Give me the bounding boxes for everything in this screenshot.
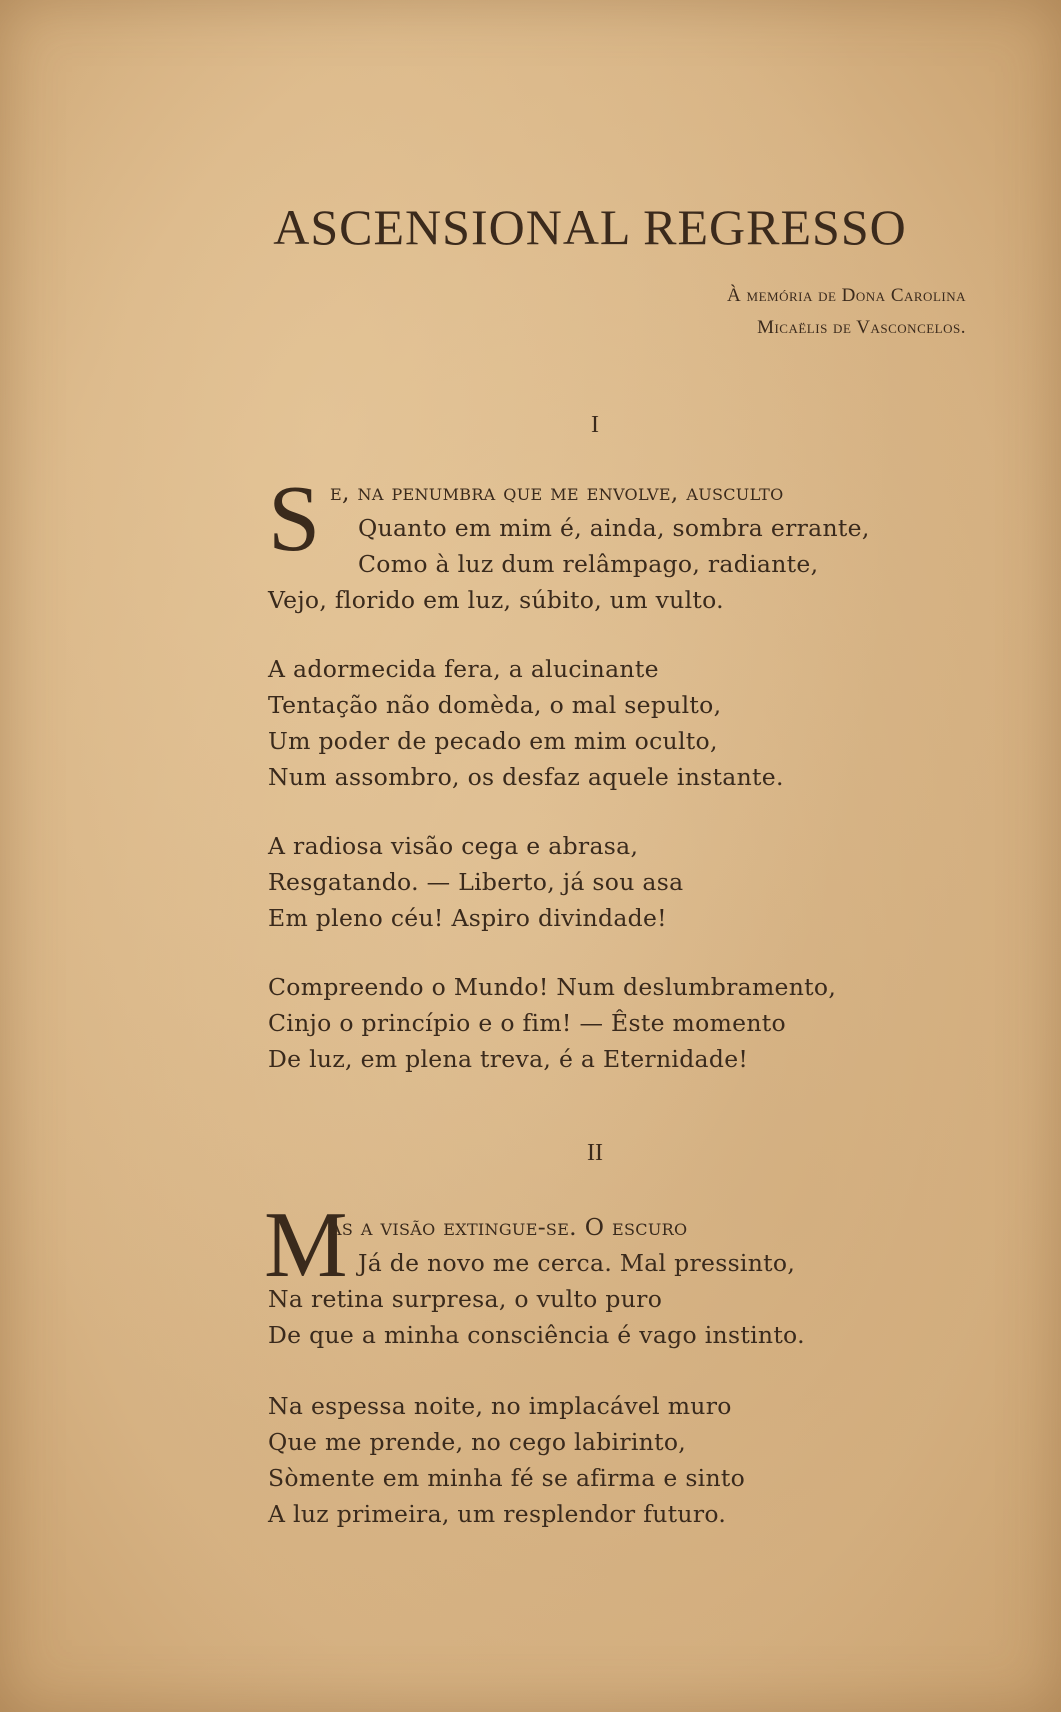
verse-line: A luz primeira, um resplendor futuro. <box>268 1500 727 1528</box>
verse-line: De que a minha consciência é vago instinto. <box>268 1321 805 1349</box>
verse-line: Na espessa noite, no implacável muro <box>268 1392 732 1420</box>
dropcap-s: S <box>268 467 321 571</box>
verse-line: A radiosa visão cega e abrasa, <box>268 832 639 860</box>
section-number-2: II <box>587 1140 603 1166</box>
verse-line: Num assombro, os desfaz aquele instante. <box>268 763 784 791</box>
section-number-1: I <box>591 412 599 438</box>
verse-line: Em pleno céu! Aspiro divindade! <box>268 904 667 932</box>
verse-line: A adormecida fera, a alucinante <box>268 655 659 683</box>
verse-line: Tentação não domèda, o mal sepulto, <box>268 691 722 719</box>
verse-line: as a visão extingue-se. O escuro <box>330 1213 688 1241</box>
verse-line: De luz, em plena treva, é a Eternidade! <box>268 1045 749 1073</box>
verse-line: Vejo, florido em luz, súbito, um vulto. <box>268 586 724 614</box>
poem-title: ASCENSIONAL REGRESSO <box>273 199 907 255</box>
verse-line: e, na penumbra que me envolve, ausculto <box>330 478 784 506</box>
verse-line: Sòmente em minha fé se afirma e sinto <box>268 1464 746 1492</box>
dropcap-m: M <box>264 1193 348 1297</box>
verse-line: Resgatando. — Liberto, já sou asa <box>268 868 684 896</box>
dedication-line-1: À memória de Dona Carolina <box>727 285 966 306</box>
verse-line: Cinjo o princípio e o fim! — Êste momento <box>268 1009 786 1037</box>
verse-line: Já de novo me cerca. Mal pressinto, <box>358 1249 796 1277</box>
verse-line: Como à luz dum relâmpago, radiante, <box>358 550 819 578</box>
verse-line: Um poder de pecado em mim oculto, <box>268 727 718 755</box>
dedication-line-2: Micaëlis de Vasconcelos. <box>757 317 966 338</box>
verse-line: Quanto em mim é, ainda, sombra errante, <box>358 514 870 542</box>
verse-line: Compreendo o Mundo! Num deslumbramento, <box>268 973 837 1001</box>
verse-line: Na retina surpresa, o vulto puro <box>268 1285 663 1313</box>
verse-line: Que me prende, no cego labirinto, <box>268 1428 687 1456</box>
